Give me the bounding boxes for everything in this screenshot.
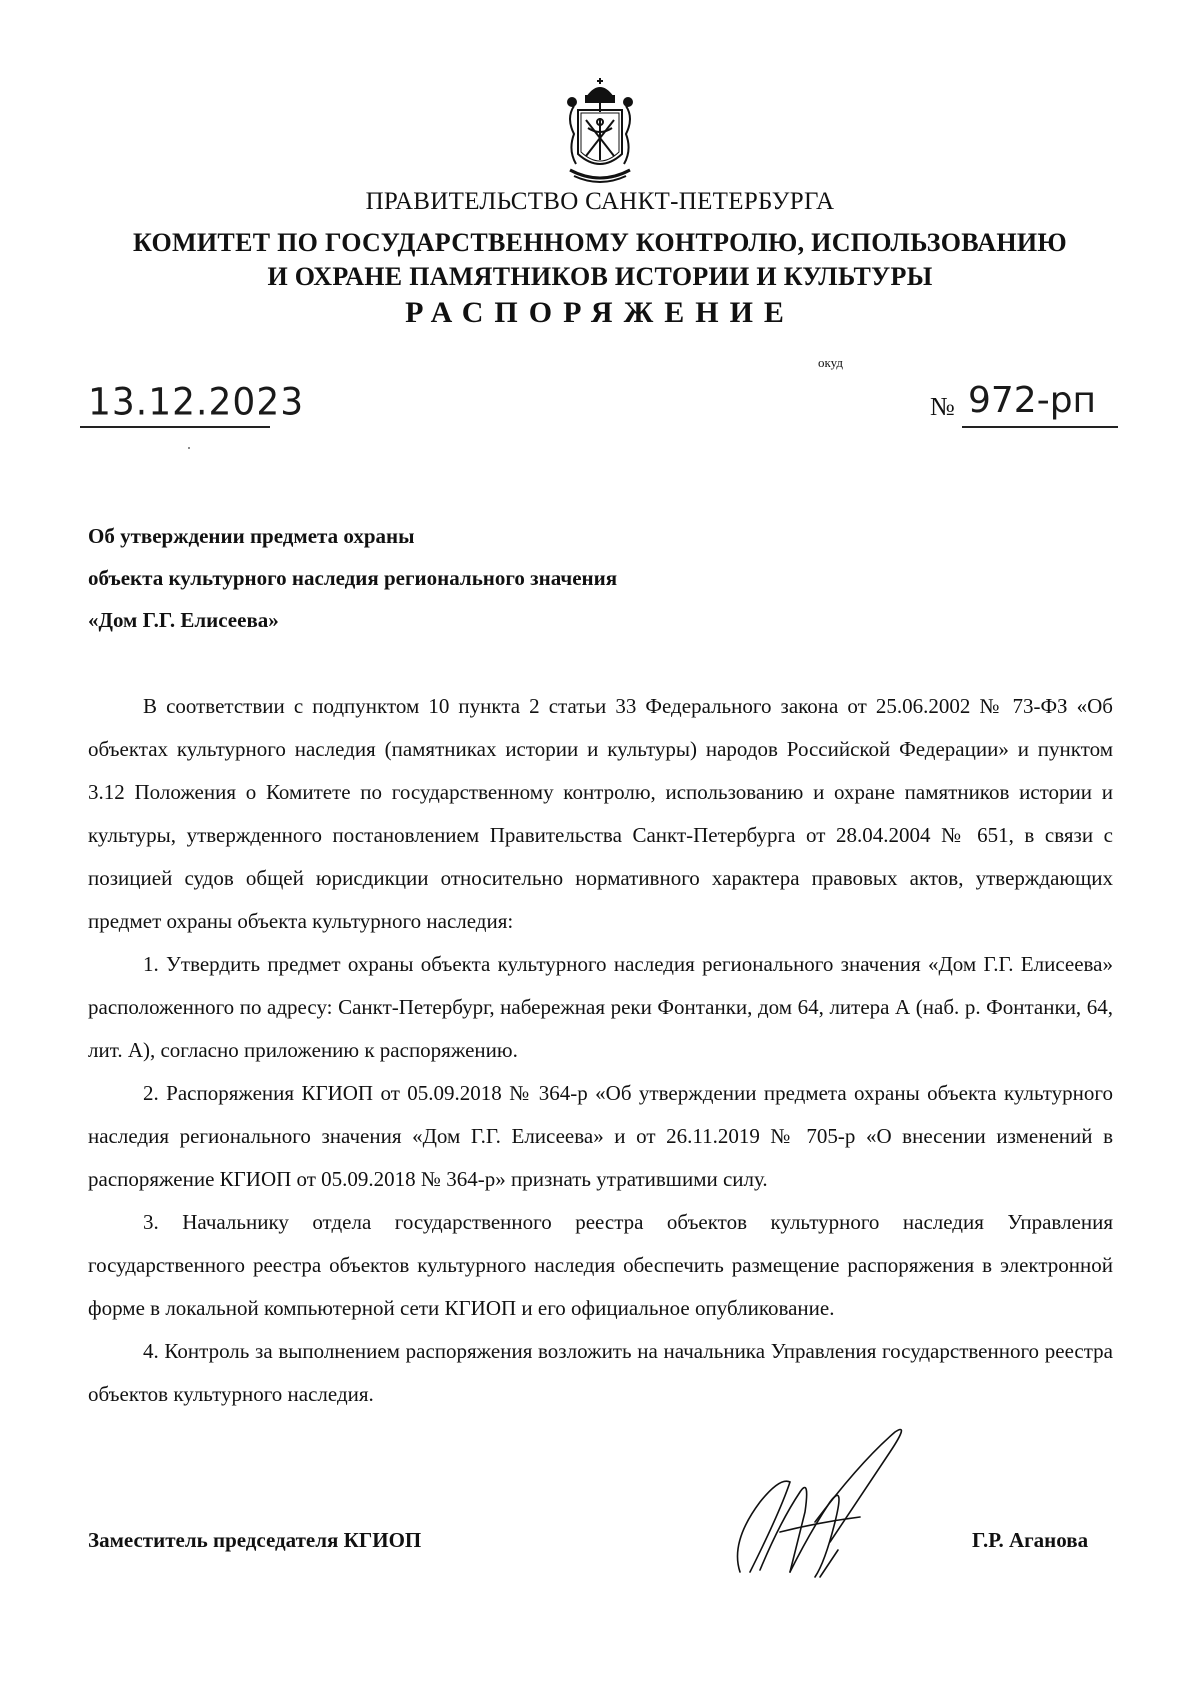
committee-name-line2: И ОХРАНЕ ПАМЯТНИКОВ ИСТОРИИ И КУЛЬТУРЫ (267, 262, 933, 291)
number-underline (962, 426, 1118, 428)
number-sign: № (930, 392, 955, 421)
okud-label: окуд (818, 355, 843, 370)
document-number: 972-рп (968, 380, 1097, 421)
signatory-position: Заместитель председателя КГИОП (88, 1528, 422, 1552)
order-item-4: 4. Контроль за выполнением распоряжения возложить на начальника Управления государственного реестра объектов культурного наследия. (88, 1339, 1113, 1406)
order-item-2: 2. Распоряжения КГИОП от 05.09.2018 № 364-р «Об утверждении предмета охраны объекта культурного наследия регионального значения «Дом Г.Г. Елисеева» и от 26.11.2019 № 705-р «О внесении изменений в распоряжение КГИОП от 05.09.2018 № 364-р» признать утратившими силу. (88, 1081, 1113, 1191)
signatory-name: Г.Р. Аганова (972, 1528, 1089, 1552)
document-body (88, 685, 1113, 1416)
document-type: РАСПОРЯЖЕНИЕ (405, 296, 795, 329)
coat-of-arms-emblem (560, 78, 640, 188)
government-name: ПРАВИТЕЛЬСТВО САНКТ-ПЕТЕРБУРГА (365, 188, 835, 215)
date-underline (80, 426, 270, 428)
document-title-line2: объекта культурного наследия регионального значения (88, 566, 618, 590)
order-item-1: 1. Утвердить предмет охраны объекта культурного наследия регионального значения «Дом Г.Г. Елисеева» расположенного по адресу: Санкт-Петербург, набережная реки Фонтанки, дом 64, литера А (наб. р. Фонтанки, 64, лит. А), согласно приложению к распоряжению. (88, 952, 1113, 1062)
document-title-line3: «Дом Г.Г. Елисеева» (88, 608, 279, 632)
preamble-paragraph: В соответствии с подпунктом 10 пункта 2 статьи 33 Федерального закона от 25.06.2002 № 73-ФЗ «Об объектах культурного наследия (памятниках истории и культуры) народов Российской Федерации» и пунктом 3.12 Положения о Комитете по государственному контролю, использованию и охране памятников истории и культуры, утвержденного постановлением Правительства Санкт-Петербурга от 28.04.2004 № 651, в связи с позицией судов общей юрисдикции относительно нормативного характера правовых актов, утверждающих предмет охраны объекта культурного наследия: (88, 694, 1113, 933)
order-item-3: 3. Начальнику отдела государственного реестра объектов культурного наследия Управления государственного реестра объектов культурного наследия обеспечить размещение распоряжения в электронной форме в локальной компьютерной сети КГИОП и его официальное опубликование. (88, 1210, 1113, 1320)
document-date: 13.12.2023 (88, 380, 305, 425)
scan-dot (188, 447, 190, 449)
handwritten-signature (720, 1422, 920, 1592)
document-title-line1: Об утверждении предмета охраны (88, 524, 415, 548)
committee-name-line1: КОМИТЕТ ПО ГОСУДАРСТВЕННОМУ КОНТРОЛЮ, ИСПОЛЬЗОВАНИЮ (133, 228, 1067, 257)
